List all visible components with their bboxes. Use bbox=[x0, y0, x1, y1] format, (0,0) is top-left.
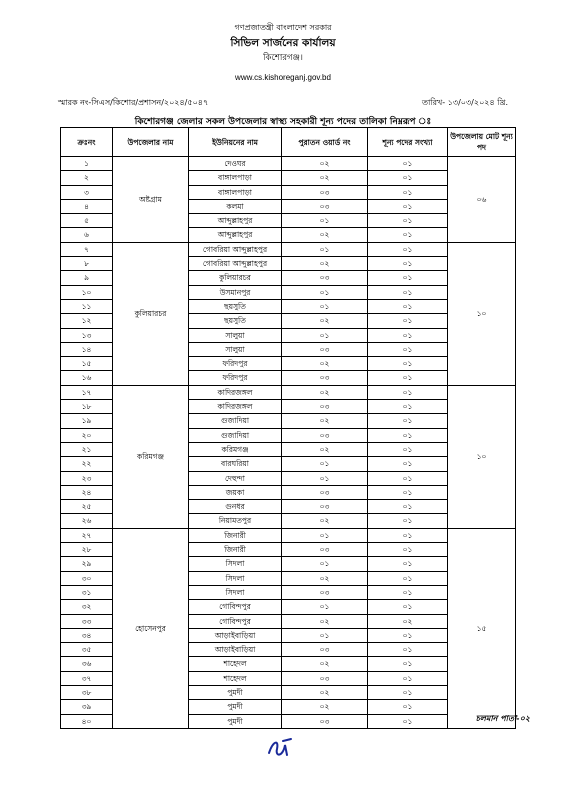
cell-vacant-posts: ০১ bbox=[368, 400, 448, 414]
vacancy-table bbox=[60, 127, 516, 729]
cell-old-ward: ০১ bbox=[282, 242, 368, 256]
letterhead bbox=[0, 20, 566, 85]
memo-number: স্মারক নং-সিএস/কিশোর/প্রশাসন/২০২৪/৫০৪৭ bbox=[58, 98, 209, 107]
cell-serial: ২৪ bbox=[61, 485, 113, 499]
cell-vacant-posts: ০১ bbox=[368, 342, 448, 356]
cell-old-ward: ০৩ bbox=[282, 371, 368, 385]
cell-union: নিয়ামতপুর bbox=[189, 514, 282, 528]
document-title: কিশোরগঞ্জ জেলার সকল উপজেলার স্বাস্থ্য সহকারী শূন্য পদের তালিকা নিম্নরূপ ঃ bbox=[134, 117, 432, 127]
cell-vacant-posts: ০১ bbox=[368, 528, 448, 542]
cell-union: দেহুন্দা bbox=[189, 471, 282, 485]
cell-vacant-posts: ০১ bbox=[368, 685, 448, 699]
cell-vacant-posts: ০১ bbox=[368, 500, 448, 514]
table-row bbox=[61, 242, 516, 256]
cell-serial: ২৮ bbox=[61, 543, 113, 557]
cell-vacant-posts: ০১ bbox=[368, 328, 448, 342]
cell-union: আব্দুল্লাহপুর bbox=[189, 228, 282, 242]
cell-vacant-posts: ০১ bbox=[368, 414, 448, 428]
cell-union: ছয়সুতি bbox=[189, 314, 282, 328]
cell-upazila-total: ১৫ bbox=[448, 528, 516, 728]
cell-union: গোবিন্দপুর bbox=[189, 614, 282, 628]
cell-serial: ২৭ bbox=[61, 528, 113, 542]
cell-old-ward: ০৩ bbox=[282, 342, 368, 356]
table-row bbox=[61, 157, 516, 171]
cell-vacant-posts: ০১ bbox=[368, 557, 448, 571]
cell-serial: ৫ bbox=[61, 214, 113, 228]
cell-old-ward: ০২ bbox=[282, 257, 368, 271]
cell-serial: ৮ bbox=[61, 257, 113, 271]
cell-vacant-posts: ০১ bbox=[368, 228, 448, 242]
cell-serial: ১৩ bbox=[61, 328, 113, 342]
cell-old-ward: ০৩ bbox=[282, 543, 368, 557]
cell-serial: ৭ bbox=[61, 242, 113, 256]
cell-union: আব্দুল্লাহপুর bbox=[189, 214, 282, 228]
cell-union: জয়কা bbox=[189, 485, 282, 499]
cell-old-ward: ০১ bbox=[282, 528, 368, 542]
cell-serial: ৪০ bbox=[61, 714, 113, 728]
cell-vacant-posts: ০১ bbox=[368, 485, 448, 499]
cell-union: সালুয়া bbox=[189, 342, 282, 356]
cell-union: জিনারী bbox=[189, 543, 282, 557]
table-header-row bbox=[61, 128, 516, 157]
cell-upazila-total: ১০ bbox=[448, 242, 516, 385]
cell-union: সিদলা bbox=[189, 557, 282, 571]
cell-vacant-posts: ০১ bbox=[368, 371, 448, 385]
cell-serial: ৩৩ bbox=[61, 614, 113, 628]
cell-vacant-posts: ০১ bbox=[368, 157, 448, 171]
cell-vacant-posts: ০১ bbox=[368, 671, 448, 685]
cell-serial: ১৯ bbox=[61, 414, 113, 428]
cell-union: সিদলা bbox=[189, 585, 282, 599]
cell-serial: ২৩ bbox=[61, 471, 113, 485]
cell-union: কাদিরজঙ্গল bbox=[189, 385, 282, 399]
cell-union: দেওঘর bbox=[189, 157, 282, 171]
cell-old-ward: ০৩ bbox=[282, 714, 368, 728]
cell-old-ward: ০২ bbox=[282, 685, 368, 699]
cell-old-ward: ০২ bbox=[282, 514, 368, 528]
cell-old-ward: ০৩ bbox=[282, 643, 368, 657]
cell-serial: ৩০ bbox=[61, 571, 113, 585]
header-upazila: উপজেলার নাম bbox=[113, 128, 189, 157]
table-row bbox=[61, 528, 516, 542]
header-serial: ক্রঃনং bbox=[61, 128, 113, 157]
cell-vacant-posts: ০১ bbox=[368, 643, 448, 657]
cell-old-ward: ০৩ bbox=[282, 400, 368, 414]
cell-union: বারঘরিয়া bbox=[189, 457, 282, 471]
cell-serial: ১৬ bbox=[61, 371, 113, 385]
cell-upazila-total: ০৬ bbox=[448, 157, 516, 243]
cell-old-ward: ০৩ bbox=[282, 500, 368, 514]
cell-old-ward: ০৩ bbox=[282, 671, 368, 685]
district-name: কিশোরগঞ্জ। bbox=[263, 53, 303, 63]
cell-union: গোবরিয়া আব্দুল্লাহপুর bbox=[189, 242, 282, 256]
cell-serial: ১৮ bbox=[61, 400, 113, 414]
cell-vacant-posts: ০১ bbox=[368, 214, 448, 228]
cell-serial: ৬ bbox=[61, 228, 113, 242]
cell-old-ward: ০১ bbox=[282, 328, 368, 342]
cell-old-ward: ০২ bbox=[282, 385, 368, 399]
cell-upazila: কুলিয়ারচর bbox=[113, 242, 189, 385]
cell-vacant-posts: ০১ bbox=[368, 714, 448, 728]
signature-mark bbox=[265, 733, 295, 763]
cell-vacant-posts: ০১ bbox=[368, 185, 448, 199]
cell-old-ward: ০৩ bbox=[282, 585, 368, 599]
cell-serial: ১৭ bbox=[61, 385, 113, 399]
cell-serial: ২৯ bbox=[61, 557, 113, 571]
office-name: সিভিল সার্জনের কার্যালয় bbox=[230, 37, 336, 49]
cell-union: কাদিরজঙ্গল bbox=[189, 400, 282, 414]
cell-vacant-posts: ০১ bbox=[368, 700, 448, 714]
cell-old-ward: ০১ bbox=[282, 557, 368, 571]
cell-union: শাহেদল bbox=[189, 671, 282, 685]
cell-vacant-posts: ০১ bbox=[368, 457, 448, 471]
cell-union: বাঙ্গালপাড়া bbox=[189, 185, 282, 199]
cell-serial: ১১ bbox=[61, 299, 113, 313]
cell-vacant-posts: ০১ bbox=[368, 299, 448, 313]
cell-old-ward: ০২ bbox=[282, 571, 368, 585]
cell-vacant-posts: ০১ bbox=[368, 657, 448, 671]
cell-union: গুজাদিয়া bbox=[189, 414, 282, 428]
cell-serial: ২৬ bbox=[61, 514, 113, 528]
cell-old-ward: ০২ bbox=[282, 414, 368, 428]
cell-union: করিমগঞ্জ bbox=[189, 442, 282, 456]
cell-old-ward: ০১ bbox=[282, 285, 368, 299]
cell-serial: ৩৫ bbox=[61, 643, 113, 657]
continuation-note: চলমান পাতা-০২ bbox=[475, 714, 530, 723]
cell-vacant-posts: ০১ bbox=[368, 571, 448, 585]
cell-old-ward: ০২ bbox=[282, 314, 368, 328]
cell-vacant-posts: ০১ bbox=[368, 314, 448, 328]
cell-union: কলমা bbox=[189, 199, 282, 213]
header-union: ইউনিয়নের নাম bbox=[189, 128, 282, 157]
cell-old-ward: ০২ bbox=[282, 357, 368, 371]
cell-vacant-posts: ০১ bbox=[368, 543, 448, 557]
cell-old-ward: ০৩ bbox=[282, 185, 368, 199]
cell-serial: ৩২ bbox=[61, 600, 113, 614]
table-row bbox=[61, 385, 516, 399]
cell-old-ward: ০২ bbox=[282, 228, 368, 242]
cell-serial: ৯ bbox=[61, 271, 113, 285]
cell-old-ward: ০২ bbox=[282, 657, 368, 671]
cell-serial: ৩৯ bbox=[61, 700, 113, 714]
cell-union: গোবরিয়া আব্দুল্লাহপুর bbox=[189, 257, 282, 271]
cell-old-ward: ০২ bbox=[282, 614, 368, 628]
cell-union: গুজাদিয়া bbox=[189, 428, 282, 442]
cell-serial: ২৫ bbox=[61, 500, 113, 514]
cell-serial: ১ bbox=[61, 157, 113, 171]
cell-old-ward: ০১ bbox=[282, 600, 368, 614]
cell-old-ward: ০৩ bbox=[282, 271, 368, 285]
cell-serial: ২০ bbox=[61, 428, 113, 442]
cell-vacant-posts: ০১ bbox=[368, 271, 448, 285]
cell-vacant-posts: ০২ bbox=[368, 614, 448, 628]
cell-upazila: অষ্টগ্রাম bbox=[113, 157, 189, 243]
cell-serial: ১২ bbox=[61, 314, 113, 328]
cell-vacant-posts: ০১ bbox=[368, 585, 448, 599]
header-old-ward: পুরাতন ওয়ার্ড নং bbox=[282, 128, 368, 157]
cell-upazila-total: ১০ bbox=[448, 385, 516, 528]
cell-vacant-posts: ০১ bbox=[368, 285, 448, 299]
cell-serial: ২১ bbox=[61, 442, 113, 456]
cell-serial: ৩৭ bbox=[61, 671, 113, 685]
cell-union: ফরিদপুর bbox=[189, 357, 282, 371]
cell-vacant-posts: ০১ bbox=[368, 257, 448, 271]
cell-old-ward: ০২ bbox=[282, 442, 368, 456]
cell-vacant-posts: ০১ bbox=[368, 600, 448, 614]
cell-union: কুলিয়ারচর bbox=[189, 271, 282, 285]
cell-union: সিদলা bbox=[189, 571, 282, 585]
cell-union: জিনারী bbox=[189, 528, 282, 542]
table-body bbox=[61, 157, 516, 729]
header-upazila-total: উপজেলায় মোট শূন্য পদ bbox=[448, 128, 516, 157]
cell-vacant-posts: ০১ bbox=[368, 442, 448, 456]
cell-union: গুনধর bbox=[189, 500, 282, 514]
website-link[interactable]: www.cs.kishoreganj.gov.bd bbox=[235, 73, 331, 82]
cell-vacant-posts: ০১ bbox=[368, 385, 448, 399]
cell-serial: ১৫ bbox=[61, 357, 113, 371]
cell-serial: ১০ bbox=[61, 285, 113, 299]
cell-old-ward: ০১ bbox=[282, 628, 368, 642]
cell-old-ward: ০১ bbox=[282, 471, 368, 485]
cell-old-ward: ০৩ bbox=[282, 199, 368, 213]
cell-vacant-posts: ০১ bbox=[368, 471, 448, 485]
cell-union: সালুয়া bbox=[189, 328, 282, 342]
cell-union: পুমদী bbox=[189, 685, 282, 699]
cell-old-ward: ০৩ bbox=[282, 485, 368, 499]
cell-old-ward: ০১ bbox=[282, 457, 368, 471]
cell-old-ward: ০২ bbox=[282, 171, 368, 185]
cell-old-ward: ০৩ bbox=[282, 428, 368, 442]
cell-union: পুমদী bbox=[189, 714, 282, 728]
cell-old-ward: ০১ bbox=[282, 299, 368, 313]
cell-union: গোবিন্দপুর bbox=[189, 600, 282, 614]
cell-vacant-posts: ০১ bbox=[368, 357, 448, 371]
cell-union: উসমানপুর bbox=[189, 285, 282, 299]
cell-old-ward: ০২ bbox=[282, 700, 368, 714]
cell-union: পুমদী bbox=[189, 700, 282, 714]
cell-serial: ৩৬ bbox=[61, 657, 113, 671]
cell-serial: ২২ bbox=[61, 457, 113, 471]
cell-serial: ৩৮ bbox=[61, 685, 113, 699]
cell-vacant-posts: ০১ bbox=[368, 514, 448, 528]
cell-old-ward: ০১ bbox=[282, 214, 368, 228]
cell-vacant-posts: ০১ bbox=[368, 428, 448, 442]
cell-old-ward: ০২ bbox=[282, 157, 368, 171]
cell-upazila: করিমগঞ্জ bbox=[113, 385, 189, 528]
cell-vacant-posts: ০১ bbox=[368, 171, 448, 185]
cell-upazila: হোসেনপুর bbox=[113, 528, 189, 728]
cell-vacant-posts: ০১ bbox=[368, 199, 448, 213]
header-vacant-posts: শূন্য পদের সংখ্যা bbox=[368, 128, 448, 157]
document-date: তারিখ- ১৩/০৩/২০২৪ খ্রি. bbox=[421, 98, 508, 107]
cell-serial: ৩ bbox=[61, 185, 113, 199]
cell-serial: ৩৪ bbox=[61, 628, 113, 642]
cell-vacant-posts: ০১ bbox=[368, 628, 448, 642]
cell-union: বাঙ্গালপাড়া bbox=[189, 171, 282, 185]
cell-serial: ৩১ bbox=[61, 585, 113, 599]
cell-union: ছয়সুতি bbox=[189, 299, 282, 313]
cell-union: ফরিদপুর bbox=[189, 371, 282, 385]
government-name: গণপ্রজাতন্ত্রী বাংলাদেশ সরকার bbox=[234, 23, 332, 32]
cell-union: আড়াইবাড়িয়া bbox=[189, 643, 282, 657]
cell-vacant-posts: ০১ bbox=[368, 242, 448, 256]
cell-union: আড়াইবাড়িয়া bbox=[189, 628, 282, 642]
cell-serial: ২ bbox=[61, 171, 113, 185]
cell-union: শাহেদল bbox=[189, 657, 282, 671]
cell-serial: ৪ bbox=[61, 199, 113, 213]
cell-serial: ১৪ bbox=[61, 342, 113, 356]
